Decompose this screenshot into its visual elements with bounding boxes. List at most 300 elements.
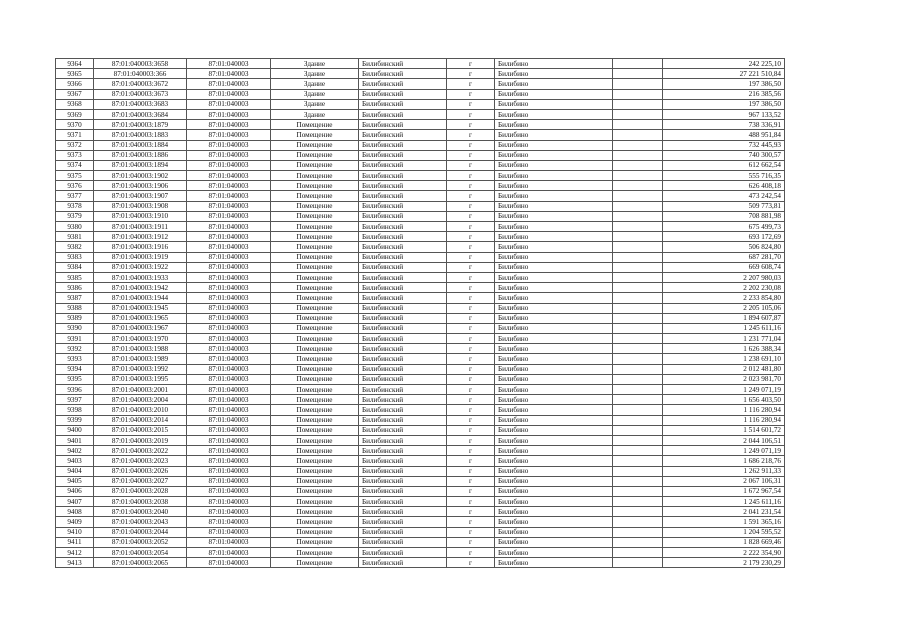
row-number: 9384 bbox=[56, 262, 94, 272]
settlement-name: Билибино bbox=[495, 395, 613, 405]
row-number: 9388 bbox=[56, 303, 94, 313]
row-number: 9390 bbox=[56, 323, 94, 333]
empty-cell bbox=[613, 323, 663, 333]
cadastral-value: 2 233 854,80 bbox=[663, 293, 785, 303]
district: Билибинский bbox=[359, 181, 447, 191]
settlement-name: Билибино bbox=[495, 232, 613, 242]
row-number: 9369 bbox=[56, 109, 94, 119]
settlement-name: Билибино bbox=[495, 69, 613, 79]
object-type: Помещение bbox=[271, 140, 359, 150]
row-number: 9382 bbox=[56, 242, 94, 252]
cadastral-number: 87:01:040003:1894 bbox=[94, 160, 187, 170]
district: Билибинский bbox=[359, 425, 447, 435]
empty-cell bbox=[613, 69, 663, 79]
cadastral-value: 488 951,84 bbox=[663, 130, 785, 140]
settlement-name: Билибино bbox=[495, 446, 613, 456]
cadastral-quarter: 87:01:040003 bbox=[187, 558, 271, 568]
settlement-name: Билибино bbox=[495, 507, 613, 517]
settlement-name: Билибино bbox=[495, 497, 613, 507]
settlement-type: г bbox=[447, 334, 495, 344]
district: Билибинский bbox=[359, 374, 447, 384]
empty-cell bbox=[613, 293, 663, 303]
row-number: 9373 bbox=[56, 150, 94, 160]
cadastral-quarter: 87:01:040003 bbox=[187, 89, 271, 99]
cadastral-value: 473 242,54 bbox=[663, 191, 785, 201]
cadastral-quarter: 87:01:040003 bbox=[187, 242, 271, 252]
settlement-name: Билибино bbox=[495, 374, 613, 384]
cadastral-value: 2 205 105,06 bbox=[663, 303, 785, 313]
table-row bbox=[56, 232, 785, 242]
cadastral-value: 669 608,74 bbox=[663, 262, 785, 272]
settlement-type: г bbox=[447, 109, 495, 119]
object-type: Здание bbox=[271, 69, 359, 79]
cadastral-number: 87:01:040003:1933 bbox=[94, 272, 187, 282]
settlement-name: Билибино bbox=[495, 385, 613, 395]
empty-cell bbox=[613, 109, 663, 119]
cadastral-quarter: 87:01:040003 bbox=[187, 272, 271, 282]
empty-cell bbox=[613, 558, 663, 568]
object-type: Помещение bbox=[271, 160, 359, 170]
table-row bbox=[56, 344, 785, 354]
settlement-name: Билибино bbox=[495, 405, 613, 415]
settlement-name: Билибино bbox=[495, 99, 613, 109]
cadastral-quarter: 87:01:040003 bbox=[187, 466, 271, 476]
empty-cell bbox=[613, 334, 663, 344]
object-type: Помещение bbox=[271, 548, 359, 558]
table-row bbox=[56, 211, 785, 221]
row-number: 9392 bbox=[56, 344, 94, 354]
empty-cell bbox=[613, 303, 663, 313]
cadastral-value: 2 202 230,08 bbox=[663, 283, 785, 293]
settlement-type: г bbox=[447, 99, 495, 109]
settlement-name: Билибино bbox=[495, 181, 613, 191]
object-type: Помещение bbox=[271, 272, 359, 282]
object-type: Помещение bbox=[271, 150, 359, 160]
empty-cell bbox=[613, 262, 663, 272]
cadastral-quarter: 87:01:040003 bbox=[187, 354, 271, 364]
table-row bbox=[56, 446, 785, 456]
cadastral-number: 87:01:040003:3684 bbox=[94, 109, 187, 119]
settlement-name: Билибино bbox=[495, 486, 613, 496]
cadastral-value: 1 231 771,04 bbox=[663, 334, 785, 344]
cadastral-quarter: 87:01:040003 bbox=[187, 191, 271, 201]
cadastral-number: 87:01:040003:1907 bbox=[94, 191, 187, 201]
table-row bbox=[56, 59, 785, 69]
settlement-type: г bbox=[447, 548, 495, 558]
district: Билибинский bbox=[359, 466, 447, 476]
settlement-type: г bbox=[447, 171, 495, 181]
row-number: 9375 bbox=[56, 171, 94, 181]
cadastral-number: 87:01:040003:1988 bbox=[94, 344, 187, 354]
object-type: Здание bbox=[271, 79, 359, 89]
cadastral-number: 87:01:040003:2038 bbox=[94, 497, 187, 507]
cadastral-value: 2 179 230,29 bbox=[663, 558, 785, 568]
settlement-name: Билибино bbox=[495, 120, 613, 130]
table-row bbox=[56, 507, 785, 517]
district: Билибинский bbox=[359, 344, 447, 354]
cadastral-value: 1 591 365,16 bbox=[663, 517, 785, 527]
cadastral-number: 87:01:040003:1883 bbox=[94, 130, 187, 140]
object-type: Помещение bbox=[271, 374, 359, 384]
table-row bbox=[56, 160, 785, 170]
row-number: 9365 bbox=[56, 69, 94, 79]
cadastral-value: 2 012 481,80 bbox=[663, 364, 785, 374]
empty-cell bbox=[613, 405, 663, 415]
table-row bbox=[56, 150, 785, 160]
cadastral-quarter: 87:01:040003 bbox=[187, 181, 271, 191]
table-row bbox=[56, 323, 785, 333]
empty-cell bbox=[613, 201, 663, 211]
empty-cell bbox=[613, 130, 663, 140]
cadastral-number: 87:01:040003:1919 bbox=[94, 252, 187, 262]
cadastral-number: 87:01:040003:2014 bbox=[94, 415, 187, 425]
cadastral-quarter: 87:01:040003 bbox=[187, 201, 271, 211]
empty-cell bbox=[613, 211, 663, 221]
row-number: 9366 bbox=[56, 79, 94, 89]
empty-cell bbox=[613, 517, 663, 527]
cadastral-number: 87:01:040003:1992 bbox=[94, 364, 187, 374]
table-row bbox=[56, 222, 785, 232]
empty-cell bbox=[613, 527, 663, 537]
cadastral-value: 1 656 403,50 bbox=[663, 395, 785, 405]
empty-cell bbox=[613, 364, 663, 374]
row-number: 9389 bbox=[56, 313, 94, 323]
object-type: Помещение bbox=[271, 211, 359, 221]
district: Билибинский bbox=[359, 171, 447, 181]
district: Билибинский bbox=[359, 150, 447, 160]
row-number: 9408 bbox=[56, 507, 94, 517]
settlement-type: г bbox=[447, 293, 495, 303]
cadastral-number: 87:01:040003:1965 bbox=[94, 313, 187, 323]
district: Билибинский bbox=[359, 558, 447, 568]
district: Билибинский bbox=[359, 537, 447, 547]
empty-cell bbox=[613, 466, 663, 476]
row-number: 9368 bbox=[56, 99, 94, 109]
cadastral-number: 87:01:040003:2044 bbox=[94, 527, 187, 537]
table-row bbox=[56, 364, 785, 374]
object-type: Помещение bbox=[271, 527, 359, 537]
settlement-name: Билибино bbox=[495, 354, 613, 364]
settlement-type: г bbox=[447, 507, 495, 517]
row-number: 9404 bbox=[56, 466, 94, 476]
table-row bbox=[56, 374, 785, 384]
settlement-type: г bbox=[447, 446, 495, 456]
cadastral-value: 738 336,91 bbox=[663, 120, 785, 130]
empty-cell bbox=[613, 283, 663, 293]
table-row bbox=[56, 435, 785, 445]
cadastral-number: 87:01:040003:1879 bbox=[94, 120, 187, 130]
row-number: 9376 bbox=[56, 181, 94, 191]
table-row bbox=[56, 191, 785, 201]
district: Билибинский bbox=[359, 435, 447, 445]
table-row bbox=[56, 242, 785, 252]
settlement-type: г bbox=[447, 313, 495, 323]
settlement-name: Билибино bbox=[495, 79, 613, 89]
cadastral-quarter: 87:01:040003 bbox=[187, 507, 271, 517]
cadastral-value: 216 385,56 bbox=[663, 89, 785, 99]
district: Билибинский bbox=[359, 140, 447, 150]
district: Билибинский bbox=[359, 517, 447, 527]
object-type: Помещение bbox=[271, 537, 359, 547]
cadastral-number: 87:01:040003:1942 bbox=[94, 283, 187, 293]
settlement-name: Билибино bbox=[495, 242, 613, 252]
row-number: 9403 bbox=[56, 456, 94, 466]
object-type: Помещение bbox=[271, 181, 359, 191]
cadastral-value: 1 686 218,76 bbox=[663, 456, 785, 466]
empty-cell bbox=[613, 374, 663, 384]
district: Билибинский bbox=[359, 456, 447, 466]
district: Билибинский bbox=[359, 222, 447, 232]
cadastral-number: 87:01:040003:1906 bbox=[94, 181, 187, 191]
cadastral-value: 197 386,50 bbox=[663, 79, 785, 89]
object-type: Помещение bbox=[271, 507, 359, 517]
row-number: 9379 bbox=[56, 211, 94, 221]
settlement-type: г bbox=[447, 466, 495, 476]
row-number: 9385 bbox=[56, 272, 94, 282]
empty-cell bbox=[613, 537, 663, 547]
cadastral-number: 87:01:040003:1989 bbox=[94, 354, 187, 364]
cadastral-quarter: 87:01:040003 bbox=[187, 69, 271, 79]
object-type: Помещение bbox=[271, 344, 359, 354]
row-number: 9410 bbox=[56, 527, 94, 537]
cadastral-value: 1 672 967,54 bbox=[663, 486, 785, 496]
district: Билибинский bbox=[359, 486, 447, 496]
row-number: 9398 bbox=[56, 405, 94, 415]
empty-cell bbox=[613, 120, 663, 130]
table-row bbox=[56, 466, 785, 476]
row-number: 9380 bbox=[56, 222, 94, 232]
district: Билибинский bbox=[359, 242, 447, 252]
district: Билибинский bbox=[359, 323, 447, 333]
object-type: Помещение bbox=[271, 354, 359, 364]
settlement-name: Билибино bbox=[495, 140, 613, 150]
empty-cell bbox=[613, 222, 663, 232]
row-number: 9383 bbox=[56, 252, 94, 262]
table-row bbox=[56, 425, 785, 435]
cadastral-quarter: 87:01:040003 bbox=[187, 79, 271, 89]
empty-cell bbox=[613, 171, 663, 181]
table-row bbox=[56, 354, 785, 364]
district: Билибинский bbox=[359, 293, 447, 303]
cadastral-value: 1 238 691,10 bbox=[663, 354, 785, 364]
object-type: Помещение bbox=[271, 405, 359, 415]
table-row bbox=[56, 262, 785, 272]
cadastral-quarter: 87:01:040003 bbox=[187, 283, 271, 293]
row-number: 9394 bbox=[56, 364, 94, 374]
table-row bbox=[56, 293, 785, 303]
settlement-name: Билибино bbox=[495, 130, 613, 140]
cadastral-number: 87:01:040003:2043 bbox=[94, 517, 187, 527]
settlement-name: Билибино bbox=[495, 517, 613, 527]
cadastral-value: 1 514 601,72 bbox=[663, 425, 785, 435]
settlement-type: г bbox=[447, 242, 495, 252]
settlement-name: Билибино bbox=[495, 476, 613, 486]
cadastral-value: 1 249 071,19 bbox=[663, 385, 785, 395]
row-number: 9377 bbox=[56, 191, 94, 201]
settlement-name: Билибино bbox=[495, 160, 613, 170]
district: Билибинский bbox=[359, 69, 447, 79]
settlement-type: г bbox=[447, 517, 495, 527]
object-type: Помещение bbox=[271, 425, 359, 435]
cadastral-quarter: 87:01:040003 bbox=[187, 252, 271, 262]
object-type: Помещение bbox=[271, 313, 359, 323]
settlement-type: г bbox=[447, 252, 495, 262]
cadastral-value: 1 116 280,94 bbox=[663, 415, 785, 425]
empty-cell bbox=[613, 313, 663, 323]
object-type: Помещение bbox=[271, 191, 359, 201]
district: Билибинский bbox=[359, 405, 447, 415]
cadastral-number: 87:01:040003:1944 bbox=[94, 293, 187, 303]
table-row bbox=[56, 405, 785, 415]
cadastral-value: 242 225,10 bbox=[663, 59, 785, 69]
district: Билибинский bbox=[359, 79, 447, 89]
cadastral-value: 509 773,81 bbox=[663, 201, 785, 211]
cadastral-quarter: 87:01:040003 bbox=[187, 160, 271, 170]
district: Билибинский bbox=[359, 313, 447, 323]
settlement-type: г bbox=[447, 181, 495, 191]
settlement-type: г bbox=[447, 130, 495, 140]
row-number: 9395 bbox=[56, 374, 94, 384]
settlement-name: Билибино bbox=[495, 527, 613, 537]
district: Билибинский bbox=[359, 527, 447, 537]
cadastral-number: 87:01:040003:1970 bbox=[94, 334, 187, 344]
cadastral-value: 693 172,69 bbox=[663, 232, 785, 242]
row-number: 9393 bbox=[56, 354, 94, 364]
settlement-name: Билибино bbox=[495, 456, 613, 466]
empty-cell bbox=[613, 548, 663, 558]
object-type: Здание bbox=[271, 99, 359, 109]
table-row bbox=[56, 548, 785, 558]
object-type: Здание bbox=[271, 89, 359, 99]
empty-cell bbox=[613, 59, 663, 69]
cadastral-quarter: 87:01:040003 bbox=[187, 415, 271, 425]
cadastral-value: 1 262 911,33 bbox=[663, 466, 785, 476]
settlement-name: Билибино bbox=[495, 425, 613, 435]
table-row bbox=[56, 181, 785, 191]
object-type: Помещение bbox=[271, 293, 359, 303]
object-type: Помещение bbox=[271, 171, 359, 181]
settlement-type: г bbox=[447, 69, 495, 79]
cadastral-value: 1 245 611,16 bbox=[663, 497, 785, 507]
cadastral-value: 2 067 106,31 bbox=[663, 476, 785, 486]
cadastral-number: 87:01:040003:2028 bbox=[94, 486, 187, 496]
cadastral-number: 87:01:040003:1911 bbox=[94, 222, 187, 232]
settlement-type: г bbox=[447, 354, 495, 364]
settlement-type: г bbox=[447, 395, 495, 405]
row-number: 9396 bbox=[56, 385, 94, 395]
table-row bbox=[56, 476, 785, 486]
settlement-type: г bbox=[447, 405, 495, 415]
cadastral-value: 626 408,18 bbox=[663, 181, 785, 191]
table-row bbox=[56, 527, 785, 537]
cadastral-value: 27 221 510,84 bbox=[663, 69, 785, 79]
settlement-name: Билибино bbox=[495, 558, 613, 568]
cadastral-quarter: 87:01:040003 bbox=[187, 527, 271, 537]
district: Билибинский bbox=[359, 364, 447, 374]
settlement-name: Билибино bbox=[495, 334, 613, 344]
cadastral-number: 87:01:040003:1945 bbox=[94, 303, 187, 313]
settlement-name: Билибино bbox=[495, 435, 613, 445]
settlement-type: г bbox=[447, 283, 495, 293]
document-page bbox=[55, 58, 784, 568]
table-row bbox=[56, 140, 785, 150]
settlement-type: г bbox=[447, 527, 495, 537]
district: Билибинский bbox=[359, 120, 447, 130]
district: Билибинский bbox=[359, 211, 447, 221]
cadastral-value: 2 222 354,90 bbox=[663, 548, 785, 558]
row-number: 9400 bbox=[56, 425, 94, 435]
cadastral-value: 506 824,80 bbox=[663, 242, 785, 252]
object-type: Помещение bbox=[271, 323, 359, 333]
object-type: Помещение bbox=[271, 222, 359, 232]
cadastral-value: 1 116 280,94 bbox=[663, 405, 785, 415]
district: Билибинский bbox=[359, 303, 447, 313]
object-type: Здание bbox=[271, 109, 359, 119]
cadastral-quarter: 87:01:040003 bbox=[187, 109, 271, 119]
settlement-name: Билибино bbox=[495, 252, 613, 262]
settlement-type: г bbox=[447, 537, 495, 547]
settlement-type: г bbox=[447, 201, 495, 211]
empty-cell bbox=[613, 232, 663, 242]
table-row bbox=[56, 456, 785, 466]
cadastral-value: 2 207 980,03 bbox=[663, 272, 785, 282]
settlement-type: г bbox=[447, 323, 495, 333]
table-row bbox=[56, 537, 785, 547]
table-row bbox=[56, 99, 785, 109]
cadastral-number: 87:01:040003:3673 bbox=[94, 89, 187, 99]
cadastral-number: 87:01:040003:1916 bbox=[94, 242, 187, 252]
settlement-type: г bbox=[447, 374, 495, 384]
cadastral-quarter: 87:01:040003 bbox=[187, 262, 271, 272]
empty-cell bbox=[613, 456, 663, 466]
row-number: 9371 bbox=[56, 130, 94, 140]
cadastral-value: 708 881,98 bbox=[663, 211, 785, 221]
cadastral-number: 87:01:040003:3672 bbox=[94, 79, 187, 89]
settlement-type: г bbox=[447, 120, 495, 130]
settlement-type: г bbox=[447, 486, 495, 496]
settlement-type: г bbox=[447, 272, 495, 282]
row-number: 9401 bbox=[56, 435, 94, 445]
table-row bbox=[56, 130, 785, 140]
cadastral-quarter: 87:01:040003 bbox=[187, 395, 271, 405]
cadastral-value: 2 023 981,70 bbox=[663, 374, 785, 384]
cadastral-number: 87:01:040003:3658 bbox=[94, 59, 187, 69]
settlement-name: Билибино bbox=[495, 272, 613, 282]
cadastral-quarter: 87:01:040003 bbox=[187, 334, 271, 344]
district: Билибинский bbox=[359, 109, 447, 119]
cadastral-value: 1 894 607,87 bbox=[663, 313, 785, 323]
object-type: Помещение bbox=[271, 120, 359, 130]
cadastral-number: 87:01:040003:1922 bbox=[94, 262, 187, 272]
row-number: 9391 bbox=[56, 334, 94, 344]
table-row bbox=[56, 558, 785, 568]
empty-cell bbox=[613, 252, 663, 262]
district: Билибинский bbox=[359, 262, 447, 272]
empty-cell bbox=[613, 476, 663, 486]
cadastral-value: 732 445,93 bbox=[663, 140, 785, 150]
cadastral-value: 1 828 669,46 bbox=[663, 537, 785, 547]
settlement-type: г bbox=[447, 476, 495, 486]
district: Билибинский bbox=[359, 252, 447, 262]
empty-cell bbox=[613, 150, 663, 160]
cadastral-number: 87:01:040003:1910 bbox=[94, 211, 187, 221]
district: Билибинский bbox=[359, 272, 447, 282]
row-number: 9378 bbox=[56, 201, 94, 211]
cadastral-quarter: 87:01:040003 bbox=[187, 385, 271, 395]
cadastral-quarter: 87:01:040003 bbox=[187, 323, 271, 333]
object-type: Помещение bbox=[271, 435, 359, 445]
district: Билибинский bbox=[359, 476, 447, 486]
